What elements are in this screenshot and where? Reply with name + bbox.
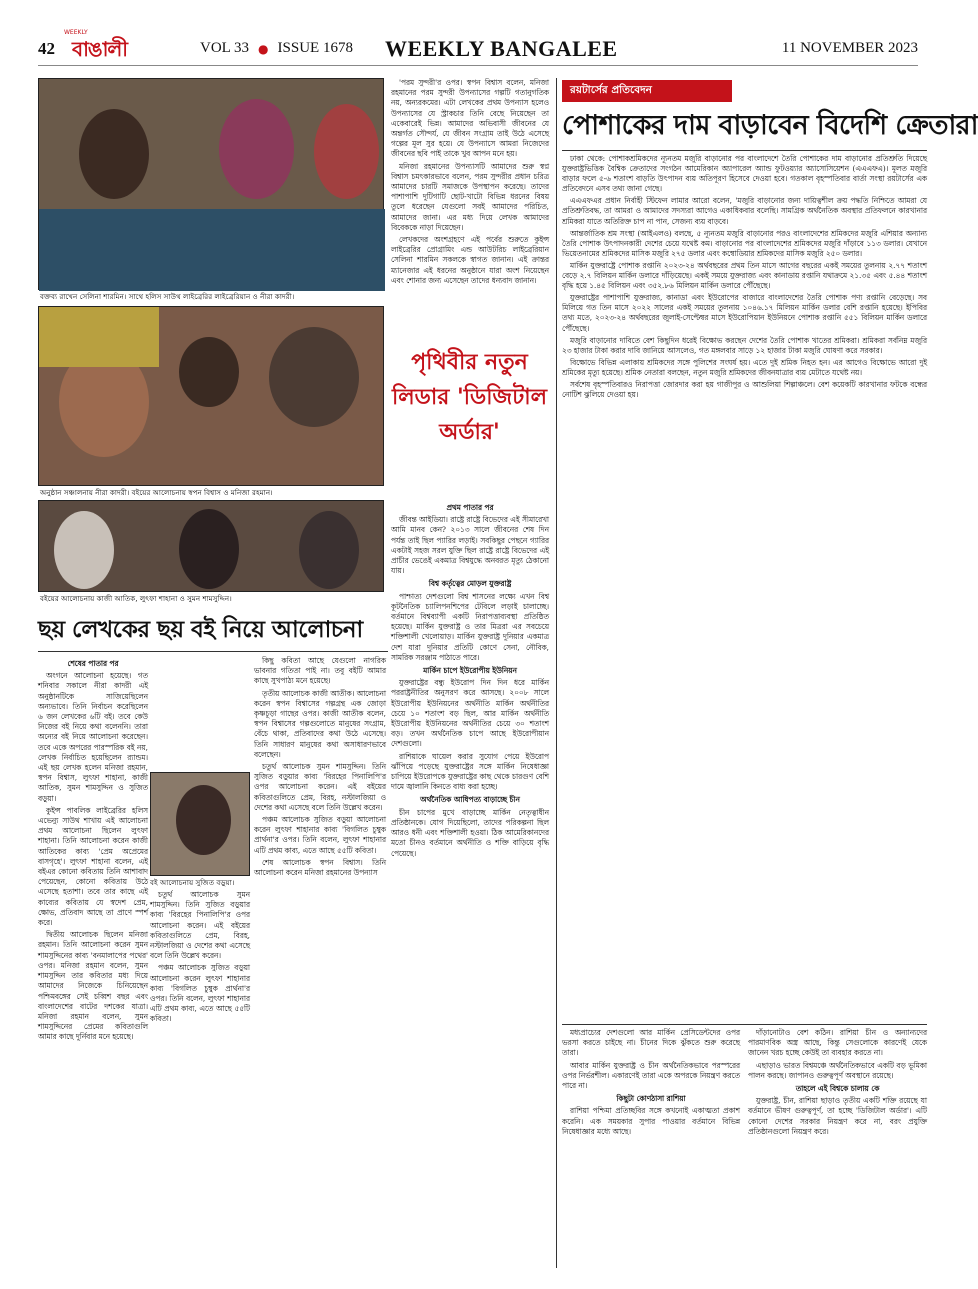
left-article-col3 xyxy=(391,78,549,340)
article-paragraph: তৃতীয় আলোচক কাজী আতীক। আলোচনা করেন স্বপন বিশ্বাসের গল্পগ্রন্থ এক জোড়া কৃষ্ণচূড়া গাছের ওপর। কাজী আতীক বলেন, স্বপন বিশ্বাসের গল্পগুলোতে মানুষের সংগ্রাম, বেঁচে থাকা, প্রতিবাদের কথা উঠে এসেছে। তিনি সাধারণ মানুষের কথা অসাধারণভাবে বলেছেন। xyxy=(254,688,386,759)
subheading: কিছুটা কোণঠাসা রাশিয়া xyxy=(616,1094,686,1104)
article-paragraph: মার্কিন যুক্তরাষ্ট্রে পোশাক রপ্তানি ২০২৩-২৪ অর্থবছরের প্রথম তিন মাসে আগের বছরের একই সময়ের তুলনায় ২.৭৭ শতাংশ বেড়ে ২.৭ বিলিয়ন মার্কিন ডলারে দাঁড়িয়েছে। একই সময়ে যুক্তরাজ্য এবং কানাডায় রপ্তানি যথাক্রমে ২১.৩৫ এবং ৫.৪৪ শতাংশ বৃদ্ধি হয়ে ১.৪৫ বিলিয়ন এবং ৩৫২.৮৬ মিলিয়ন মার্কিন ডলারে পৌঁছেছে। xyxy=(562,260,927,291)
bullet-icon: ● xyxy=(258,41,269,56)
subheading: অর্থনৈতিক আধিপত্য বাড়াচ্ছে চীন xyxy=(420,795,520,805)
page-header xyxy=(38,28,918,66)
mid-article-headline: পৃথিবীর নতুন লিডার 'ডিজিটাল অর্ডার' xyxy=(392,350,547,445)
article-paragraph: সর্বশেষ বৃহস্পতিবারও নিরাপত্তা জোরদার করা হয় গাজীপুর ও আশুলিয়া শিল্পাঞ্চলে। বেশ কয়েকটি কারখানার ফটকে বন্ধের নোটিশ ঝুলিয়ে দেওয়া হয়। xyxy=(562,379,927,400)
photo-inset xyxy=(150,772,250,876)
article-paragraph: রাশিয়াকে ঘায়েল করার সুযোগ পেয়ে ইউরোপ ঝাঁপিয়ে পড়েছে যুক্তরাষ্ট্রের সঙ্গে মার্কিন নিষেধাজ্ঞা চাপিয়ে ইউরোপকে যুক্তরাষ্ট্রের কাছ থেকে চারগুণ বেশি দামে জ্বালানি কিনতে বাধ্য করা হচ্ছে। xyxy=(391,751,549,792)
article-paragraph: দাঁড়ানোটাও বেশ কঠিন। রাশিয়া চীন ও অন্যান্যদের পারমাণবিক অস্ত্র আছে, কিন্তু সেগুলোকে কারণেই যেকে জানেন খরচ হচ্ছে কেউই তা ব্যবহার করতে না। xyxy=(748,1028,927,1058)
photo-caption: অনুষ্ঠান সঞ্চালনায় নীরা কাদরী। বইয়ের আলোচনায় স্বপন বিশ্বাস ও মনিজা রহমান। xyxy=(40,488,273,497)
photo-speakers xyxy=(38,78,384,290)
article-paragraph: মজুরি বাড়ানোর দাবিতে বেশ কিছুদিন ধরেই বিক্ষোভ করছেন দেশের তৈরি পোশাক খাতের শ্রমিকরা। শ্রমিকরা সর্বনিম্ন মজুরি ২৩ হাজার টাকা করার দাবি জানিয়ে আসলেও, গত মঙ্গলবার সাড়ে ১২ হাজার টাকা মজুরি ঘোষণা করে সরকার। xyxy=(562,335,927,355)
page-number: 42 xyxy=(38,38,55,58)
photo-discussants xyxy=(38,500,384,592)
masthead-title: WEEKLY BANGALEE xyxy=(384,35,618,61)
article-paragraph: এএএফএর প্রধান নির্বাহী স্টিফেন লামার আরো বলেন, 'মজুরি বাড়ানোর জন্য দায়িত্বশীল ক্রয় পদ্ধতি নিশ্চিতে আমরা যে প্রতিশ্রুতিবদ্ধ, তা আমরা ও আমাদের সদস্যরা আগেও একাধিকবার বলেছি। সামগ্রিক অর্থনৈতিক অবস্থার প্রতিফলনে কারখানার শ্রমিকরা যাতে অতিরিক্ত চাপ না পান, সেজন্য ব্যয় বাড়বে। xyxy=(562,196,927,226)
issue-date: 11 NOVEMBER 2023 xyxy=(781,40,918,56)
article-paragraph: এছাড়াও ভারত বিশ্বমঞ্চে অর্থনৈতিকভাবে একটি বড় ভূমিকা পালন করছে। জাপানও গুরুত্বপূর্ণ অবস্থানে রয়েছে। xyxy=(748,1060,927,1080)
jump-label: প্রথম পাতার পর xyxy=(446,503,494,512)
mid-article-continued-col1 xyxy=(562,1028,740,1268)
photo-caption: বই আলোচনায় সুজিত বড়ুয়া। xyxy=(150,878,235,887)
publication-logo xyxy=(62,28,180,64)
article-paragraph: আবার মার্কিন যুক্তরাষ্ট্র ও চীন অর্থনৈতিকভাবে পরস্পরের ওপর নির্ভরশীল। একারণেই তারা একে অপরকে নিয়ন্ত্রণ করতে পারে না। xyxy=(562,1060,740,1091)
article-paragraph: চীন চাপের মুখে বাড়াচ্ছে মার্কিন নেতৃত্বাধীন প্রতিষ্ঠানকে। যোগ দিয়েছিলো, তাদের পরিকল্পনা ছিল আরও ধনী এবং শক্তিশালী হওয়া। ঠিক আমেরিকানদের মতো চীনও বর্তমানে অর্থনীতি ও শক্তি বাড়িয়ে বৃদ্ধি পেয়েছে। xyxy=(391,807,549,858)
jump-label: শেষের পাতার পর xyxy=(67,659,119,668)
article-paragraph: 'পরম সুন্দরী'র ওপর। স্বপন বিশ্বাস বলেন, মনিজা রহমানের পরম সুন্দরী উপন্যাসের গল্পটি গতানুগতিক নয়, অন্যরকমের। এটা লেখকের প্রথম উপন্যাস হলেও উপন্যাসের যে স্ট্রাকচার তিনি বেছে নিয়েছেন তা একেবারেই ভিন্ন। আমাদের অভিবাসী জীবনের যে অন্তর্গত সৌন্দর্য, যে জীবন সংগ্রাম তাই উঠে এসেছে গল্পের মূল সুর হয়ে। যে উপন্যাসে আমরা নিজেদের জীবনের ছবি পাই তাকে খুব আপন মনে হয়। xyxy=(391,78,549,159)
mid-article-body xyxy=(391,500,549,1270)
left-article-col2 xyxy=(254,656,386,1266)
subheading: মার্কিন চাপে ইউরোপীয় ইউনিয়ন xyxy=(423,666,517,676)
article-paragraph: পঞ্চম আলোচক সুজিত বড়ুয়া আলোচনা করেন লুৎফা শাহানার কাব্য 'বিগলিত চুম্বুক প্রার্থনা'র ওপর। তিনি বলেন, লুৎফা শাহানার এটি প্রথম কাব্য, এতে আছে ৫৫টি কবিতা। xyxy=(254,815,386,855)
article-paragraph: রাশিয়া পশ্চিমা প্রতিচ্ছবির সঙ্গে কখনোই একাত্মতা প্রকাশ করেনি। এক সময়কার সুপার পাওয়ার বর্তমানে বিভিন্ন নিষেধাজ্ঞার মধ্যে আছে। xyxy=(562,1106,740,1136)
article-paragraph: যুক্তরাষ্ট্রের বন্ধু ইউরোপ দিন দিন ধরে মার্কিন পররাষ্ট্রনীতির অনুসরণ করে আসছে। ২০০৮ সালে ইউরোপীয় ইউনিয়নের অর্থনীতি মার্কিন অর্থনীতির চেয়ে ১০ শতাংশ বড় ছিল, আর মার্কিন অর্থনীতি ইউরোপীয় ইউনিয়নের অর্থনীতির চেয়ে ৩০ শতাংশ বড়। তখন অর্থনৈতিক চাপে আছে ইউরোপীয়ান দেশগুলো। xyxy=(391,678,549,749)
left-article-col1 xyxy=(38,656,148,1266)
article-paragraph: মনিজা রহমানের উপন্যাসটি আমাদের শুরু স্বপ্ন বিশ্বাস চমৎকারভাবে বলেন, পরম সুন্দরীর প্রধান চরিত্র আমাদের চারটি সমাজকে উপস্থাপন করেছে। তাদের পাশাপাশি দুটিগাটি ছোট-খাটো বিভিন্ন ধরনের বিষয় তুলে ধরেছেন যেগুলো সবই আমাদের পরিচিত, আমাদের জানা। এর মধ্য দিয়ে লেখক আমাদের বিবেককে নাড়া দিয়েছেন। xyxy=(391,161,549,232)
article-paragraph: চতুর্থ আলোচক সুমন শামসুদ্দিন। তিনি সুজিত বড়ুয়ার কাব্য 'বিরহের পিনালিপি'র ওপর আলোচনা করেন। এই বইয়ের কবিতাগুলিতে প্রেম, বিরহ, নস্টালজিয়া ও দেশের কথা এসেছে বলে তিনি উল্লেখ করেন। xyxy=(254,762,386,812)
photo-caption: বইয়ের আলোচনায় কাজী আতিক, লুৎফা শাহানা ও সুমন শামসুদ্দিন। xyxy=(40,594,232,603)
article-paragraph: কুইন্স পাবলিক লাইব্রেরির হলিস এভেন্যু সাউথ শাখায় এই আলোচনা প্রথম আলোচনা ছিলেন লুৎফা শাহানা। তিনি আলোচনা করেন কাজী আতিকের কাব্য 'প্রেম অপ্রেমের বাসগৃহে'। লুৎফা শাহানা বলেন, এই বইএর কোনো কবিতায় তিনি আশাবাদ পেয়েছেন, কোনো কবিতায় উঠে এসেছে হতাশা। তবে তার কাছে এই কাব্যের কবিতায় যে স্বদেশ প্রেম, ক্ষোভ, প্রতিবাদ আছে তা প্রাণে স্পর্শ করে। xyxy=(38,805,148,928)
right-article-body xyxy=(562,154,927,1022)
article-paragraph: পঞ্চম আলোচক সুজিত বড়ুয়া আলোচনা করেন লুৎফা শাহানার কাব্য 'বিগলিত চুম্বুক প্রার্থনা'র ওপর। তিনি বলেন, লুৎফা শাহানার এটি প্রথম কাব্য, এতে আছে ৫৫টি কবিতা। xyxy=(150,963,250,1024)
article-paragraph: কিছু কবিতা আছে যেগুলো নাগরিক ভাবনার গতিতা পাই না। তবু বইটি আমার কাছে সুখপাঠ্য মনে হয়েছে। xyxy=(254,656,386,686)
right-article-headline: পোশাকের দাম বাড়াবেন বিদেশি ক্রেতারা xyxy=(562,110,978,141)
article-paragraph: বিক্ষোভে বিভিন্ন এলাকায় শ্রমিকদের সঙ্গে পুলিশের সংঘর্ষ হয়। এতে দুই শ্রমিক নিহত হন। এর আগেও বিক্ষোভে আরো দুই শ্রমিকের মৃত্যু হয়েছে। শ্রমিক নেতারা বলছেন, নতুন মজুরি শ্রমিকদের জীবনযাত্রার ব্যয় মেটাতে যথেষ্ট নয়। xyxy=(562,357,927,377)
article-paragraph: অংগনে আলোচনা হয়েছে। গত শনিবার সকালে নীরা কাদরী এই অনুষ্ঠানটিকে সাজিয়েছিলেন অন্যভাবে। তিনি নির্বাচন করেছিলেন ৬ জন লেখকের ৬টি বই। তবে কেউ নিজের বই নিয়ে কথা বলেননি। তারা অন্যের বই নিয়ে আলোচনা করেছেন। তবে একে অপরের পারস্পরিক বই নয়, লেখক নির্বাচিত হয়েছিলেন র‍্যান্ডম। এই ছয় লেখক হলেন মনিজা রহমান, স্বপন বিশ্বাস, লুৎফা শাহানা, কাজী আতিক, সুমন শামসুদ্দিন ও সুজিত বড়ুয়া। xyxy=(38,671,148,803)
subheading: তাহলে এই বিশ্বকে চালায় কে xyxy=(795,1084,880,1094)
article-paragraph: চতুর্থ আলোচক সুমন শামসুদ্দিন। তিনি সুজিত বড়ুয়ার কাব্য 'বিরহের পিনালিপি'র ওপর আলোচনা করেন। এই বইয়ের কবিতাগুলিতে প্রেম, বিরহ, নস্টালজিয়া ও দেশের কথা এসেছে বলে তিনি উল্লেখ করেন। xyxy=(150,890,250,961)
logo-tag: WEEKLY xyxy=(64,28,88,36)
photo-audience xyxy=(38,306,384,486)
photo-caption: বক্তব্য রাখেন সেলিনা শারমিন। সাথে হলিস সাউথ লাইব্রেরির লাইব্রেরিয়ান ও নীরা কাদরী। xyxy=(40,292,295,301)
volume-label: VOL 33 xyxy=(200,40,250,56)
article-paragraph: যুক্তরাষ্ট্র, চীন, রাশিয়া ছাড়াও তৃতীয় একটি শক্তি রয়েছে যা বর্তমানে ভীষণ গুরুত্বপূর্ণ, তা হচ্ছে 'ডিজিটাল অর্ডার'। এটি কোনো দেশের সরকার নিয়ন্ত্রণ করে না, বরং প্রযুক্তি প্রতিষ্ঠানগুলো নিয়ন্ত্রণ করে। xyxy=(748,1096,927,1136)
article-paragraph: আন্তর্জাতিক শ্রম সংস্থা (আইএলও) বলছে, ৫ ন্যূনতম মজুরি বাড়ানোর পরও বাংলাদেশের শ্রমিকদের মজুরি এশিয়ার অন্যান্য তৈরি পোশাক উৎপাদনকারী দেশের চেয়ে যথেষ্ট কম। বাড়ানোর পর বাংলাদেশের শ্রমিকদের মজুরি দাঁড়াবে ১১৩ ডলার। যেখানে ভিয়েতনামের শ্রমিকদের মাসিক মজুরি ২৭৫ ডলার এবং কম্বোডিয়ার শ্রমিকদের মাসিক মজুরি ২৫০ ডলার। xyxy=(562,228,927,258)
left-article-headline: ছয় লেখকের ছয় বই নিয়ে আলোচনা xyxy=(38,617,363,643)
logo-text: বাঙালী xyxy=(72,36,128,61)
article-kicker: রয়টার্সের প্রতিবেদন xyxy=(562,80,732,102)
mid-article-continued-col2 xyxy=(748,1028,927,1268)
subheading: বিশ্ব কর্তৃত্বের মোড়ল যুক্তরাষ্ট্র xyxy=(428,579,512,589)
article-paragraph: শেষ আলোচক স্বপন বিশ্বাস। তিনি আলোচনা করেন মনিজা রহমানের উপন্যাস xyxy=(254,857,386,878)
article-paragraph: লেখকদের অংশগ্রহণে এই পর্বের শুরুতে কুইন্স লাইব্রেরির প্রোগ্রামিং এন্ড আউটরিচ লাইব্রেরিয়ান সেলিনা শারমিন সকলকে স্বাগত জানান। এই ক্রান্তর ম্যানেজার এই ধরনের অনুষ্ঠানে যারা অংশ নিয়েছেন এবং শোনার জন্য এসেছেন তাদের ধন্যবাদ জানান। xyxy=(391,235,549,285)
issue-label: ISSUE 1678 xyxy=(277,40,353,56)
article-paragraph: জীবন্ত আইডিয়া। রাষ্ট্রে রাষ্ট্রে বিভেদের এই সীমারেখা আমি মানব কেন? ২০১৩ সালে জীবনের শেষ দিন পর্যন্ত তাই ছিল প্যারির লড়াই। সবকিছুর পেছনে গ্যারির একটাই সহজ সরল যুক্তি ছিল রাষ্ট্রে রাষ্ট্রে বিভেদের এই প্রাচীর ভেঙেই একমাত্র বিশ্বযুদ্ধে অনবরত মৃত্যু ঠেকানো যায়। xyxy=(391,515,549,576)
article-paragraph: ঢাকা থেকে: পোশাকশ্রমিকদের ন্যূনতম মজুরি বাড়ানোর পর বাংলাদেশে তৈরি পোশাকের দাম বাড়ানোর প্রতিশ্রুতি দিয়েছে যুক্তরাষ্ট্রভিত্তিক বৈশ্বিক ক্রেতাদের সংগঠন আমেরিকান অ্যাপারেল অ্যান্ড ফুটওয়্যার অ্যাসোসিয়েশন (এএএফএ)। মূলত মজুরি বাড়ার ফলে ৫-৬ শতাংশ বাড়তি উৎপাদন ব্যয় অতিপূরণ হিসেবে দেওয়া হবে। গতকাল বৃহস্পতিবার বার্তা সংস্থা রয়টার্সের এক প্রতিবেদনে এসব তথ্য জানা গেছে। xyxy=(562,154,927,194)
article-paragraph: যুক্তরাষ্ট্রের পাশাপাশি যুক্তরাজ্য, কানাডা এবং ইউরোপের বাজারে বাংলাদেশের তৈরি পোশাক পণ্য রপ্তানি বেড়েছে। সব মিলিয়ে গত তিন মাসে ২০২২ সালের একই সময়ের তুলনায় ১০৪৬.১৭ মিলিয়ন মার্কিন ডলার বেশি রপ্তানি হয়েছে। ইপিবির তথ্য মতে, ২০২৩-২৪ অর্থবছরের জুলাই-সেপ্টেম্বর মাসে ইউরোপিয়ান ইউনিয়নে পোশাক রপ্তানি ৫৫১ বিলিয়ন মার্কিন ডলারে পৌঁছেছে। xyxy=(562,293,927,333)
article-paragraph: পাশ্চাত্য দেশগুলো বিশ্ব শাসনের লক্ষ্যে এখন বিশ্ব কূটনৈতিক চ্যালিপনশিপের টেবিলে লড়াই চালাচ্ছে। বর্তমানে বিশ্বব্যাপী একটি নিরাপত্তাব্যবস্থা প্রতিষ্ঠিত হয়েছে। মার্কিন যুক্তরাষ্ট্র ও তার মিত্ররা এর সবচেয়ে শক্তিশালী খেলোয়াড়। মার্কিন যুক্তরাষ্ট্র দুনিয়ার একমাত্র দেশ যারা দুনিয়ার প্রতিটি কোণে সেনা, নৌবিক, সামরিক সরঞ্জাম পাঠাতে পারে। xyxy=(391,591,549,662)
article-paragraph: দ্বিতীয় আলোচক ছিলেন মনিজা রহমান। তিনি আলোচনা করেন সুমন শামসুদ্দিনের কাব্য 'বনমালাপের পথের' ওপর। মনিজা রহমান বলেন, সুমন শামসুদ্দিন তার কবিতার মধ্য দিয়ে আমাদের নিজেকে চিনিয়েছেন পশ্চিমবঙ্গের সেই চব্বিশ বছর এবং বাংলাদেশের বাটের দশকের যাত্রা। মনিজা রহমান বলেন, সুমন শামসুদ্দিনের প্রেমের কবিতাগুলি আমার কাছে দুর্নিবার মনে হয়েছে। xyxy=(38,930,148,1042)
article-paragraph: মধ্যপ্রাচ্যের দেশগুলো আর মার্কিন প্রেসিডেন্টদের ওপর ভরসা করতে চাইছে না। চীনের দিকে ঝুঁকতে শুরু করেছে তারা। xyxy=(562,1028,740,1058)
left-article-col2b xyxy=(150,890,250,1266)
